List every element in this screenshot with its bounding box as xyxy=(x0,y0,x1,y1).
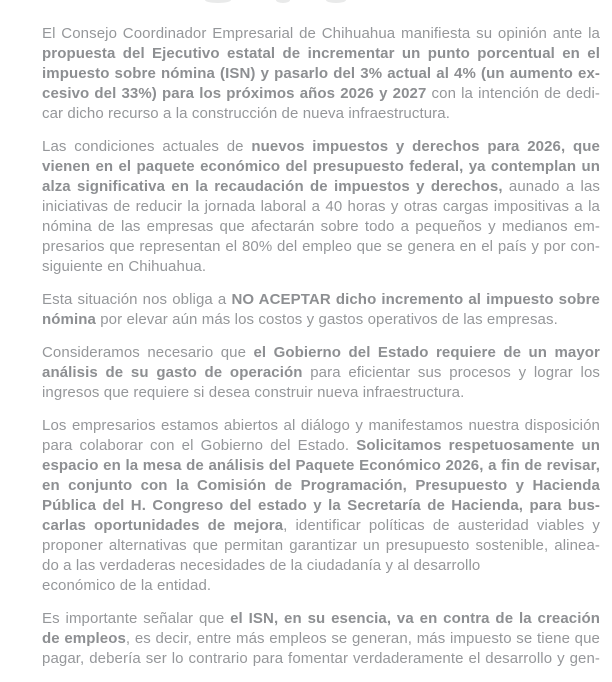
text-line xyxy=(42,609,600,629)
text-line xyxy=(42,257,600,277)
text-line xyxy=(42,436,600,456)
text-run: do a las verdaderas necesidades de la ciudadanía y al desarrollo xyxy=(42,557,481,574)
bold-text-run: análisis de su gasto de operación xyxy=(42,364,303,381)
text-line xyxy=(42,84,600,104)
paragraph xyxy=(42,343,600,403)
text-line xyxy=(42,197,600,217)
text-run: iniciativas de reducir la jornada laboral a 40 horas y otras cargas impositivas a la xyxy=(42,198,600,215)
text-line xyxy=(42,556,600,576)
text-line xyxy=(42,476,600,496)
text-run: nómina de las empresas que afectarán sobre todo a pequeños y medianos em- xyxy=(42,218,600,235)
text-line xyxy=(42,157,600,177)
bold-text-run: nuevos impuestos y derechos para 2026, que xyxy=(251,138,600,155)
bold-text-run: vienen en el paquete económico del presupuesto federal, ya contemplan un xyxy=(42,158,600,175)
text-line xyxy=(42,576,600,596)
bold-text-run: nómina xyxy=(42,311,96,328)
text-run: Las condiciones actuales de xyxy=(42,138,252,155)
document-body xyxy=(42,24,600,682)
bold-text-run: Pública del H. Congreso del estado y la Secretaría de Hacienda, para bus- xyxy=(42,497,600,514)
bold-text-run: propuesta del Ejecutivo estatal de incrementar un punto porcentual en el xyxy=(42,45,600,62)
paragraph xyxy=(42,609,600,669)
text-run: Es importante señalar que xyxy=(42,610,231,627)
text-line xyxy=(42,290,600,310)
text-line xyxy=(42,310,600,330)
text-run: aunado a las xyxy=(502,178,601,195)
text-line xyxy=(42,516,600,536)
text-run: car dicho recurso a la construcción de nueva infraestructura. xyxy=(42,105,450,122)
text-line xyxy=(42,237,600,257)
text-line xyxy=(42,177,600,197)
text-line xyxy=(42,64,600,84)
text-line xyxy=(42,104,600,124)
text-run: económico de la entidad. xyxy=(42,577,212,594)
paragraph xyxy=(42,137,600,277)
bold-text-run: el Gobierno del Estado requiere de un mayor xyxy=(253,344,600,361)
bold-text-run: el ISN, en su esencia, va en contra de la creación xyxy=(230,610,600,627)
text-run: El Consejo Coordinador Empresarial de Chihuahua manifiesta su opinión ante la xyxy=(42,25,600,42)
cropped-text-artifact xyxy=(326,0,346,3)
text-line xyxy=(42,217,600,237)
text-line xyxy=(42,137,600,157)
text-run: presarios que representan el 80% del empleo que se genera en el país y por con- xyxy=(42,238,600,255)
text-line xyxy=(42,649,600,669)
cropped-text-artifact xyxy=(276,0,290,3)
text-run: Esta situación nos obliga a xyxy=(42,291,232,308)
text-run: por elevar aún más los costos y gastos operativos de las empresas. xyxy=(95,311,558,328)
bold-text-run: Solicitamos respetuosamente un xyxy=(356,437,600,454)
text-run: siguiente en Chihuahua. xyxy=(42,258,207,275)
text-line xyxy=(42,416,600,436)
text-line xyxy=(42,24,600,44)
bold-text-run: en conjunto con la Comisión de Programación, Presupuesto y Hacienda xyxy=(42,477,600,494)
text-line xyxy=(42,629,600,649)
text-run: con la intención de dedi- xyxy=(426,85,600,102)
text-run: proponer alternativas que permitan garantizar un presupuesto sostenible, alinea- xyxy=(42,537,600,554)
text-run: Consideramos necesario que xyxy=(42,344,254,361)
text-line xyxy=(42,363,600,383)
text-line xyxy=(42,456,600,476)
text-line xyxy=(42,536,600,556)
text-line xyxy=(42,496,600,516)
text-run: ingresos que requiere si desea construir nueva infraestructura. xyxy=(42,384,465,401)
paragraph xyxy=(42,416,600,596)
text-line xyxy=(42,383,600,403)
paragraph xyxy=(42,24,600,124)
bold-text-run: espacio en la mesa de análisis del Paquete Económico 2026, a fin de revisar, xyxy=(42,457,600,474)
bold-text-run: carlas oportunidades de mejora xyxy=(42,517,284,534)
text-line xyxy=(42,44,600,64)
text-run: para eficientar sus procesos y lograr los xyxy=(302,364,600,381)
bold-text-run: cesivo del 33%) para los próximos años 2026 y 2027 xyxy=(42,85,427,102)
paragraph xyxy=(42,290,600,330)
bold-text-run: alza significativa en la recaudación de impuestos y derechos, xyxy=(42,178,503,195)
text-run: para colaborar con el Gobierno del Estado. xyxy=(42,437,357,454)
bold-text-run: impuesto sobre nómina (ISN) y pasarlo del 3% actual al 4% (un aumento ex- xyxy=(42,65,600,82)
cropped-text-artifact xyxy=(205,0,231,3)
bold-text-run: de empleos xyxy=(42,630,126,647)
text-run: , es decir, entre más empleos se generan, más impuesto se tiene que xyxy=(125,630,601,647)
text-run: Los empresarios estamos abiertos al diálogo y manifestamos nuestra disposición xyxy=(42,417,600,434)
text-line xyxy=(42,343,600,363)
bold-text-run: NO ACEPTAR dicho incremento al impuesto sobre xyxy=(231,291,601,308)
text-run: , identificar políticas de austeridad viables y xyxy=(283,517,600,534)
text-run: pagar, debería ser lo contrario para fomentar verdaderamente el desarrollo y gen- xyxy=(42,650,600,667)
